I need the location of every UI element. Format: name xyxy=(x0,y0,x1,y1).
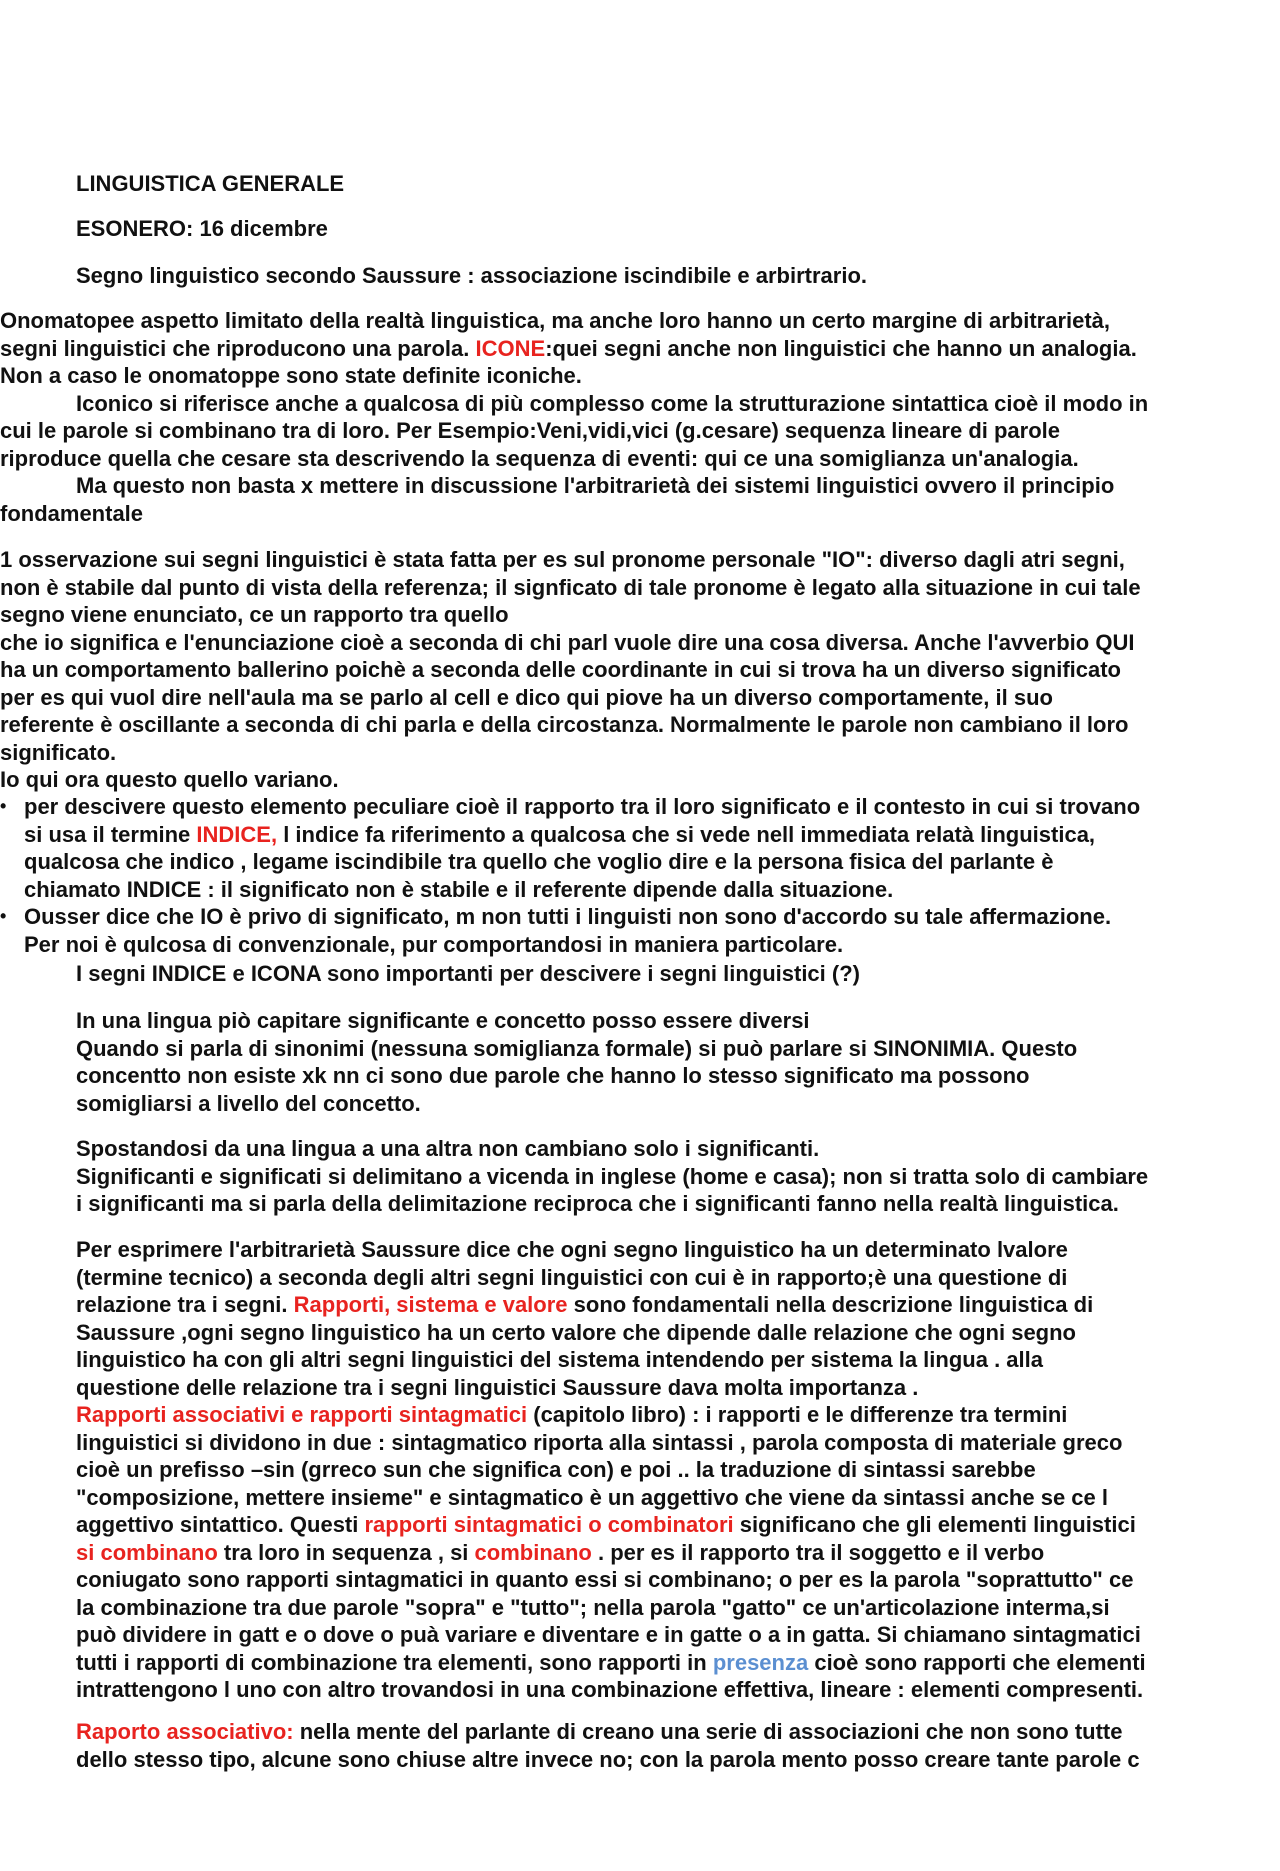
paragraph-io: 1 osservazione sui segni linguistici è stata fatta per es sul pronome personale "IO": diverso dagli atri segni, non è stabile dal punto di vista della referenza; il signficato di tale pronome è legato alla situazione in cui tale segno viene enunciato, ce un rapporto tra quello che io significa e l'enunciazione cioè a seconda di chi parl vuole dire una cosa diversa. Anche l'avverbio QUI ha un comportamento ballerino poichè a seconda delle coordinante in cui si trova ha un diverso significato per es qui vuol dire nell'aula ma se parlo al cell e dico qui piove ha un diverso comportamente, il suo referente è oscillante a seconda di chi parla e della circostanza. Normalmente le parole non cambiano il loro significato. Io qui ora questo quello variano. xyxy=(0,547,1141,792)
bullet-icon: • xyxy=(0,796,7,816)
paragraph-onomatopee: Onomatopee aspetto limitato della realtà linguistica, ma anche loro hanno un certo margine di arbitrarietà, segni linguistici che riproducono una parola. ICONE:quei segni anche non linguistici che hanno un analogia. Non a caso le onomatoppe sono state definite iconiche. Iconico si riferisce anche a qualcosa di più complesso come la strutturazione sintattica cioè il modo in cui le parole si combinano tra di loro. Per Esempio:Veni,vidi,vici (g.cesare) sequenza lineare di parole riproduce quella che cesare sta descrivendo la sequenza di eventi: qui ce una somiglianza un'analogia. Ma questo non basta x mettere in discussione l'arbitrarietà dei sistemi linguistici ovvero il principio fondamentale xyxy=(0,308,1149,526)
bullet-icon: • xyxy=(0,906,7,926)
paragraph-sinonimia: In una lingua piò capitare significante e concetto posso essere diversi Quando si parla di sinonimi (nessuna somiglianza formale) si può parlare si SINONIMIA. Questo concentto non esiste xk nn ci sono due parole che hanno lo stesso significato ma possono somigliarsi a livello del concetto. xyxy=(76,1008,1078,1116)
document-title: LINGUISTICA GENERALE xyxy=(76,171,345,196)
keyword-rapporti-associativi: Rapporti associativi e rapporti sintagmatici xyxy=(76,1402,528,1427)
paragraph-significanti: Spostandosi da una lingua a una altra non cambiano solo i significanti. Significanti e significati si delimitano a vicenda in inglese (home e casa); non si tratta solo di cambiare i significanti ma si parla della delimitazione reciproca che i significanti fanno nella realtà linguistica. xyxy=(76,1136,1149,1216)
keyword-si-combinano: si combinano xyxy=(76,1539,218,1565)
keyword-combinano: combinano xyxy=(474,1539,592,1565)
bullet-list: • per descivere questo elemento peculiare cioè il rapporto tra il loro significato e il contesto in cui si trovano si usa il termine INDICE, l indice fa riferimento a qualcosa che si vede nell immediata relatà linguistica, qualcosa che indico , legame iscindibile tra quello che voglio dire e la persona fisica del parlante è chiamato INDICE : il significato non è stabile e il referente dipende dalla situazione. • Ousser dice che IO è privo di significato, m non tutti i linguisti non sono d'accordo su tale affermazione. Per noi è qulcosa di convenzionale, pur comportandosi in maniera particolare. xyxy=(0,794,1141,957)
keyword-raporto-associativo: Raporto associativo: xyxy=(76,1719,294,1744)
keyword-rapporti-sintagmatici: rapporti sintagmatici o combinatori xyxy=(364,1512,734,1537)
paragraph-associativo: Raporto associativo: nella mente del parlante di creano una serie di associazioni che non sono tutte dello stesso tipo, alcune sono chiuse altre invece no; con la parola mento posso creare tante parole c xyxy=(76,1719,1140,1772)
keyword-rapporti-sistema-valore: Rapporti, sistema e valore xyxy=(293,1292,568,1317)
keyword-indice: INDICE, xyxy=(196,821,278,847)
exam-date: ESONERO: 16 dicembre xyxy=(76,216,328,241)
subtitle: Segno linguistico secondo Saussure : associazione iscindibile e arbirtrario. xyxy=(76,263,867,288)
segni-note: I segni INDICE e ICONA sono importanti per descivere i segni linguistici (?) xyxy=(76,961,860,986)
keyword-presenza: presenza xyxy=(712,1649,809,1675)
paragraph-rapporti: Per esprimere l'arbitrarietà Saussure dice che ogni segno linguistico ha un determinato lvalore (termine tecnico) a seconda degli altri segni linguistici con cui è in rapporto;è una questione di relazione tra i segni. Rapporti, sistema e valore sono fondamentali nella descrizione linguistica di Saussure ,ogni segno linguistico ha un certo valore che dipende dalle relazione che ogni segno linguistico ha con gli altri segni linguistici del sistema intendendo per sistema la lingua . alla questione delle relazione tra i segni linguistici Saussure dava molta importanza . Rapporti associativi e rapporti sintagmatici (capitolo libro) : i rapporti e le differenze tra termini linguistici si dividono in due : sintagmatico riporta alla sintassi , parola composta di materiale greco cioè un prefisso –sin (grreco sun che significa con) e poi .. la traduzione di sintassi sarebbe "composizione, mettere insieme" e sintagmatico è un aggettivo che viene da sintassi anche se ce l aggettivo sintattico. Questi rapporti sintagmatici o combinatori significano che gli elementi linguistici si combinano tra loro in sequenza , si combinano . per es il rapporto tra il soggetto e il verbo coniugato sono rapporti sintagmatici in quanto essi si combinano; o per es la parola "soprattutto" ce la combinazione tra due parole "sopra" e "tutto"; nella parola "gatto" ce un'articolazione interma,si può dividere in gatt e o dove o puà variare e diventare e in gatte o a in gatta. Si chiamano sintagmatici tutti i rapporti di combinazione tra elementi, sono rapporti in presenza cioè sono rapporti che elementi intrattengono l uno con altro trovandosi in una combinazione effettiva, lineare : elementi compresenti. xyxy=(76,1237,1146,1702)
keyword-icone: ICONE xyxy=(475,335,546,361)
